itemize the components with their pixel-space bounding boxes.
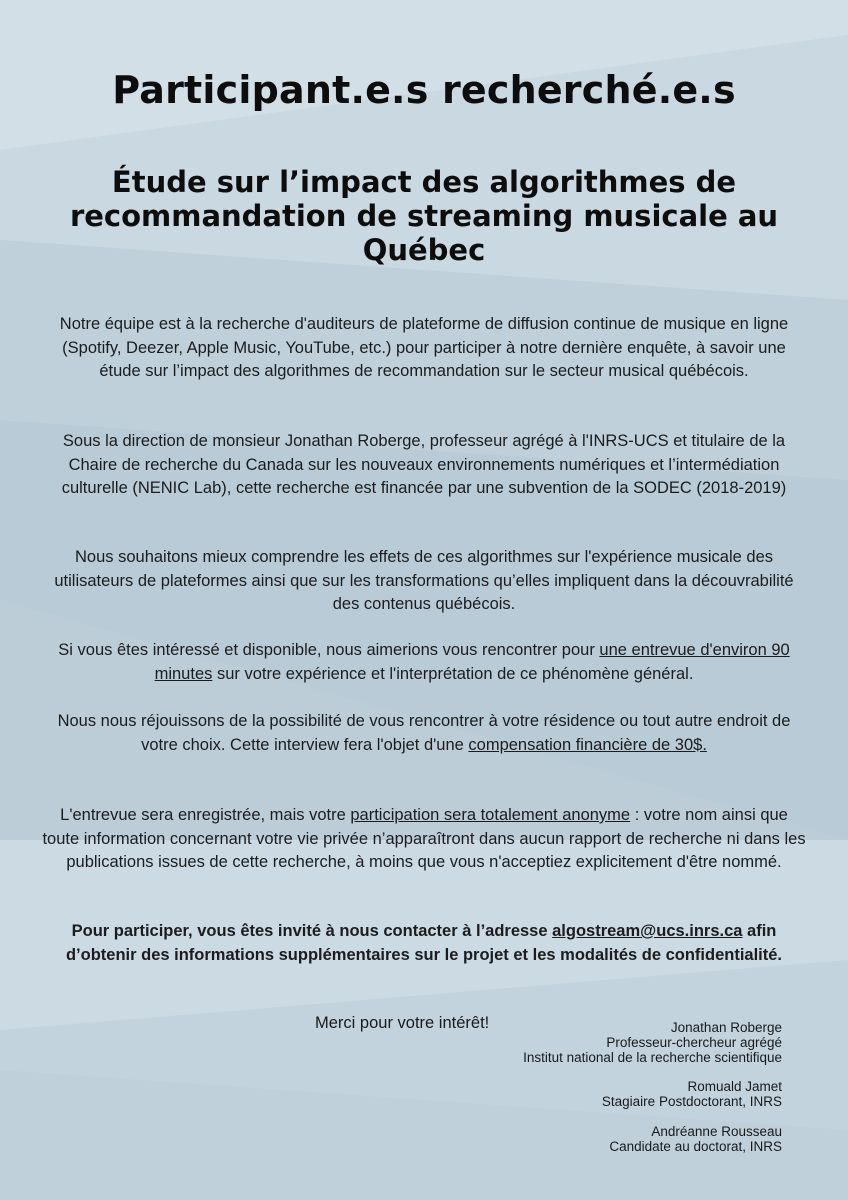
direction-paragraph: Sous la direction de monsieur Jonathan Roberge, professeur agrégé à l'INRS-UCS et titulaire de la Chaire de recherche du Canada sur les nouveaux environnements numériques et l’intermédiation culturelle (NENIC Lab), cette recherche est financée par une subvention de la SODEC (2018-2019) <box>61 432 787 497</box>
thanks-text: Merci pour votre intérêt! <box>315 1014 490 1032</box>
goals-paragraph: Nous souhaitons mieux comprendre les effets de ces algorithmes sur l'expérience musicale des utilisateurs de plateformes ainsi que sur les transformations qu’elles impliquent dans la découvrabilité des contenus québécois. <box>54 548 794 613</box>
anonymity-text-before: L'entrevue sera enregistrée, mais votre <box>60 806 351 824</box>
signatory-role: Candidate au doctorat, INRS <box>609 1139 782 1154</box>
interview-paragraph <box>40 639 808 686</box>
compensation-amount: compensation financière de 30$. <box>468 735 707 754</box>
signatory-name: Romuald Jamet <box>687 1079 782 1094</box>
anonymity-highlight: participation sera totalement anonyme <box>350 806 631 824</box>
interview-text-after: sur votre expérience et l'interprétation de ce phénomène général. <box>212 664 694 683</box>
signature-roberge <box>523 1020 782 1065</box>
signature-rousseau <box>609 1124 782 1154</box>
signatory-role: Professeur-chercheur agrégé <box>606 1035 782 1050</box>
intro-paragraph: Notre équipe est à la recherche d'auditeurs de plateforme de diffusion continue de musique en ligne (Spotify, Deezer, Apple Music, YouTube, etc.) pour participer à notre dernière enquête, à savoir une étude sur l’impact des algorithmes de recommandation sur le secteur musical québécois. <box>59 315 789 380</box>
compensation-text-before: Nous nous réjouissons de la possibilité de vous rencontrer à votre résidence ou tout autre endroit de votre choix. Cette interview fera l'objet d'une <box>57 712 791 754</box>
interview-text-before: Si vous êtes intéressé et disponible, nous aimerions vous rencontrer pour <box>58 641 600 659</box>
contact-text-before: Pour participer, vous êtes invité à nous contacter à l’adresse <box>71 922 553 940</box>
signatory-affiliation: Institut national de la recherche scientifique <box>523 1050 782 1065</box>
anonymity-paragraph <box>40 804 808 875</box>
anonymity-text-after: : votre nom ainsi que toute information concernant votre vie privée n’apparaîtront dans aucun rapport de recherche ni dans les publications issues de cette recherche, à moins que vous n'acceptiez explicitement d'être nommé. <box>42 806 806 871</box>
compensation-paragraph <box>40 710 808 757</box>
signature-jamet <box>602 1079 782 1109</box>
contact-email-link[interactable]: algostream@ucs.inrs.ca <box>552 922 743 940</box>
interview-duration-link: une entrevue d'environ 90 minutes <box>154 641 790 683</box>
signatory-name: Andréanne Rousseau <box>651 1124 782 1139</box>
signatory-role: Stagiaire Postdoctorant, INRS <box>601 1094 782 1109</box>
signatory-name: Jonathan Roberge <box>670 1020 782 1035</box>
page-title: Participant.e.s recherché.e.s <box>112 68 736 112</box>
contact-text-after: afin d’obtenir des informations supplémentaires sur le projet et les modalités de confidentialité. <box>65 922 783 964</box>
contact-paragraph <box>40 920 808 967</box>
study-title: Étude sur l’impact des algorithmes de recommandation de streaming musicale au Québec <box>69 165 779 267</box>
